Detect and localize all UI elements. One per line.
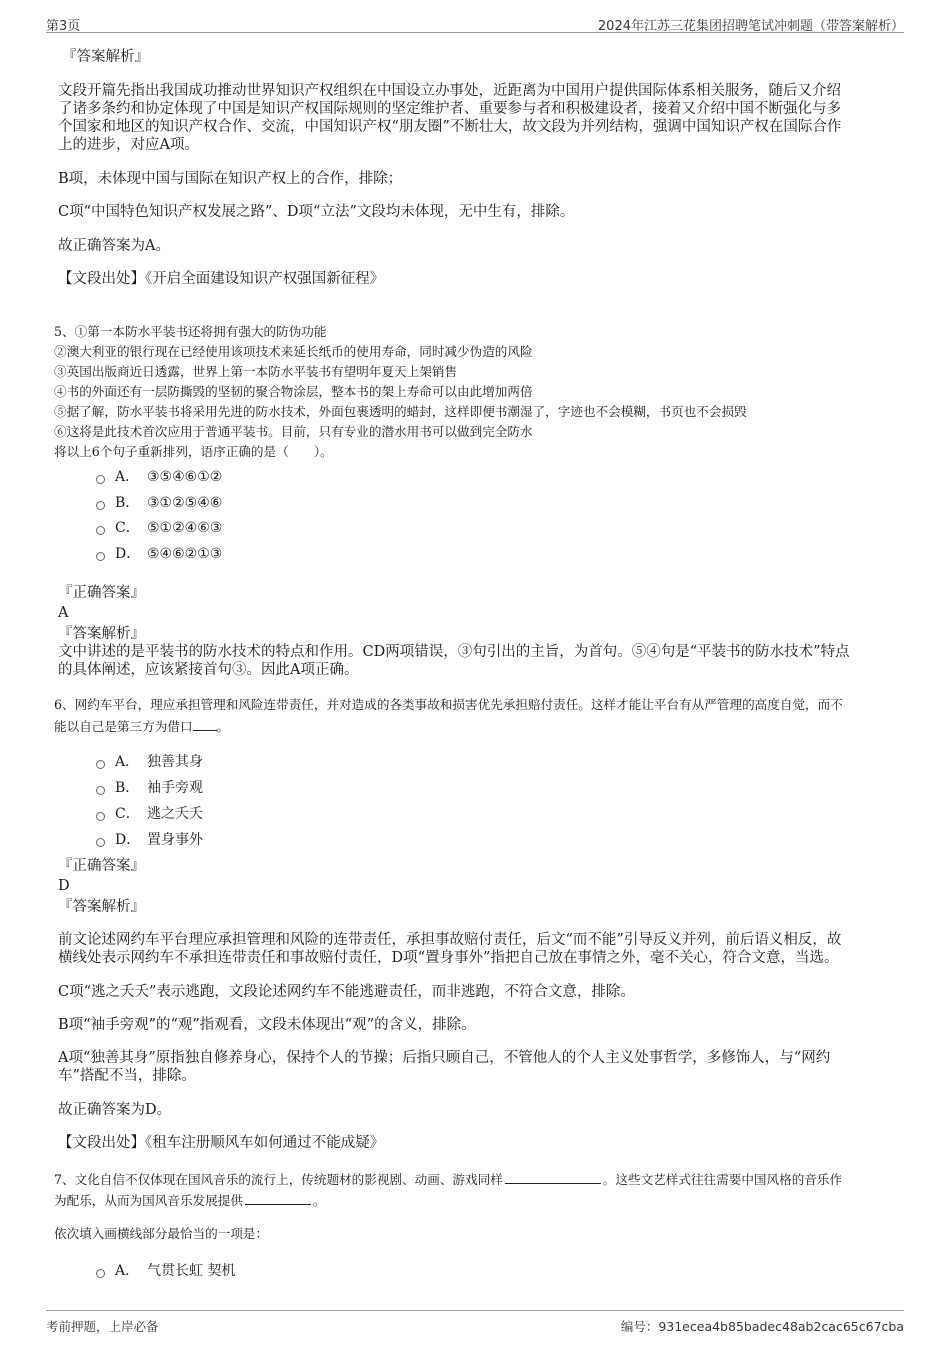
option-text: ⑤④⑥②①③ <box>147 546 223 562</box>
q6-analysis-label: 『答案解析』 <box>58 899 145 915</box>
q4-source: 【文段出处】《开启全面建设知识产权强国新征程》 <box>58 271 385 287</box>
q6-stem-line-1: 6、网约车平台，理应承担管理和风险连带责任，并对造成的各类事故和损害优先承担赔付责任。这样才能让平台有从严管理的高度自觉，而不 <box>54 697 843 712</box>
option-text: 逃之夭夭 <box>147 806 203 822</box>
q7-stem-line-2 <box>54 1191 326 1211</box>
q7-prompt: 依次填入画横线部分最恰当的一项是： <box>54 1226 269 1241</box>
option-letter: C． <box>115 806 140 822</box>
q6-stem-line-2 <box>54 717 229 737</box>
option-text: 袖手旁观 <box>147 780 203 796</box>
q7-stem-text-3: 为配乐，从而为国风音乐发展提供 <box>54 1193 243 1208</box>
q5-option-d[interactable] <box>96 543 222 563</box>
q6-analysis-conclusion: 故正确答案为D。 <box>58 1102 172 1118</box>
q6-source: 【文段出处】《租车注册顺风车如何通过不能成疑》 <box>58 1135 385 1151</box>
radio-icon[interactable] <box>96 526 105 535</box>
option-letter: A． <box>115 1263 140 1279</box>
q6-answer: D <box>58 878 70 894</box>
q6-option-d[interactable] <box>96 829 203 849</box>
q4-analysis-line-1: 文段开篇先指出我国成功推动世界知识产权组织在中国设立办事处，近距离为中国用户提供国际体系相关服务，随后又介绍 <box>58 83 841 99</box>
q7-stem-text-2: 。这些文艺样式往往需要中国风格的音乐作 <box>602 1172 843 1187</box>
radio-icon[interactable] <box>96 552 105 561</box>
q7-blank-2 <box>245 1192 311 1205</box>
radio-icon[interactable] <box>96 786 105 795</box>
q4-analysis-line-2: 了诸多条约和协定体现了中国是知识产权国际规则的坚定维护者、重要参与者和积极建设者，接着又介绍中国不断强化与多 <box>58 101 841 117</box>
radio-icon[interactable] <box>96 838 105 847</box>
q5-line-5: ⑤据了解，防水平装书将采用先进的防水技术，外面包裹透明的蜡封，这样即便书潮湿了，字迹也不会模糊，书页也不会损毁 <box>54 404 747 419</box>
option-text: ③①②⑤④⑥ <box>147 495 223 511</box>
q6-stem-end: 。 <box>216 719 230 734</box>
q5-stem: 将以上6个句子重新排列，语序正确的是（ ）。 <box>54 444 333 459</box>
option-text: 独善其身 <box>147 754 203 770</box>
q6-option-a[interactable] <box>96 751 203 771</box>
q5-option-b[interactable] <box>96 492 222 512</box>
q6-analysis-line-2: 横线处表示网约车不承担连带责任和事故赔付责任，D项“置身事外”指把自己放在事情之外，毫不关心，符合文意，当选。 <box>58 950 839 966</box>
q4-analysis-cd: C项“中国特色知识产权发展之路”、D项“立法”文段均未体现，无中生有，排除。 <box>58 204 575 220</box>
option-text: ③⑤④⑥①② <box>147 469 223 485</box>
q5-option-c[interactable] <box>96 517 222 537</box>
radio-icon[interactable] <box>96 1269 105 1278</box>
q5-option-a[interactable] <box>96 466 222 486</box>
radio-icon[interactable] <box>96 760 105 769</box>
q7-stem-line-1 <box>54 1170 842 1190</box>
page-header <box>46 10 904 33</box>
q6-analysis-line-1: 前文论述网约车平台理应承担管理和风险的连带责任，承担事故赔付责任，后文“而不能”引导反义并列，前后语义相反，故 <box>58 932 842 948</box>
q7-blank-1 <box>505 1171 601 1184</box>
q4-analysis-b: B项，未体现中国与国际在知识产权上的合作，排除； <box>58 171 403 187</box>
q5-answer: A <box>58 605 69 621</box>
option-letter: A． <box>115 469 140 485</box>
q6-stem-text: 能以自己是第三方为借口 <box>54 719 193 734</box>
q5-answer-label: 『正确答案』 <box>58 585 145 601</box>
option-letter: A． <box>115 754 140 770</box>
radio-icon[interactable] <box>96 812 105 821</box>
option-letter: B． <box>115 780 140 796</box>
q4-analysis-line-4: 上的进步，对应A项。 <box>58 137 199 153</box>
q6-analysis-a-line-2: 车”搭配不当，排除。 <box>58 1068 196 1084</box>
q5-line-2: ②澳大利亚的银行现在已经使用该项技术来延长纸币的使用寿命，同时减少伪造的风险 <box>54 344 533 359</box>
q4-analysis-label: 『答案解析』 <box>62 49 149 65</box>
q5-analysis-label: 『答案解析』 <box>58 626 145 642</box>
page-footer <box>46 1310 904 1335</box>
q4-analysis-conclusion: 故正确答案为A。 <box>58 238 170 254</box>
q4-analysis-line-3: 个国家和地区的知识产权合作、交流，中国知识产权“朋友圈”不断壮大，故文段为并列结构，强调中国知识产权在国际合作 <box>58 119 842 135</box>
document-title: 2024年江苏三花集团招聘笔试冲刺题（带答案解析） <box>597 19 904 34</box>
q6-analysis-a-line-1: A项“独善其身”原指独自修养身心，保持个人的节操；后指只顾自己，不管他人的个人主义处事哲学，多修饰人，与“网约 <box>58 1050 831 1066</box>
option-text: 气贯长虹 契机 <box>147 1263 236 1279</box>
page-number: 第3页 <box>46 19 81 34</box>
q6-blank <box>193 718 217 731</box>
q5-line-3: ③英国出版商近日透露，世界上第一本防水平装书有望明年夏天上架销售 <box>54 364 457 379</box>
q5-line-1: 5、①第一本防水平装书还将拥有强大的防伪功能 <box>54 324 327 339</box>
option-letter: D． <box>115 546 141 562</box>
q5-line-4: ④书的外面还有一层防撕毁的坚韧的聚合物涂层，整本书的架上寿命可以由此增加两倍 <box>54 384 533 399</box>
q6-answer-label: 『正确答案』 <box>58 858 145 874</box>
q5-analysis-line-2: 的具体阐述，应该紧接首句③。因此A项正确。 <box>58 662 359 678</box>
document-id: 编号：931ecea4b85badec48ab2cac65c67cba <box>620 1319 904 1334</box>
radio-icon[interactable] <box>96 475 105 484</box>
q7-option-a[interactable] <box>96 1260 235 1280</box>
footer-slogan: 考前押题，上岸必备 <box>46 1319 159 1334</box>
option-letter: B． <box>115 495 140 511</box>
q7-stem-text-1: 7、文化自信不仅体现在国风音乐的流行上，传统题材的影视剧、动画、游戏同样 <box>54 1172 503 1187</box>
q6-analysis-c: C项“逃之夭夭”表示逃跑，文段论述网约车不能逃避责任，而非逃跑，不符合文意，排除。 <box>58 984 635 1000</box>
q5-analysis-line-1: 文中讲述的是平装书的防水技术的特点和作用。CD两项错误，③句引出的主旨，为首句。⑤④句是“平装书的防水技术”特点 <box>58 644 850 660</box>
radio-icon[interactable] <box>96 501 105 510</box>
q7-stem-end: 。 <box>312 1193 326 1208</box>
q6-option-b[interactable] <box>96 777 203 797</box>
q6-option-c[interactable] <box>96 803 203 823</box>
option-letter: C． <box>115 520 140 536</box>
option-text: ⑤①②④⑥③ <box>147 520 223 536</box>
option-text: 置身事外 <box>147 832 203 848</box>
option-letter: D． <box>115 832 141 848</box>
q5-line-6: ⑥这将是此技术首次应用于普通平装书。目前，只有专业的潜水用书可以做到完全防水 <box>54 424 533 439</box>
q6-analysis-b: B项“袖手旁观”的“观”指观看，文段未体现出“观”的含义，排除。 <box>58 1017 476 1033</box>
